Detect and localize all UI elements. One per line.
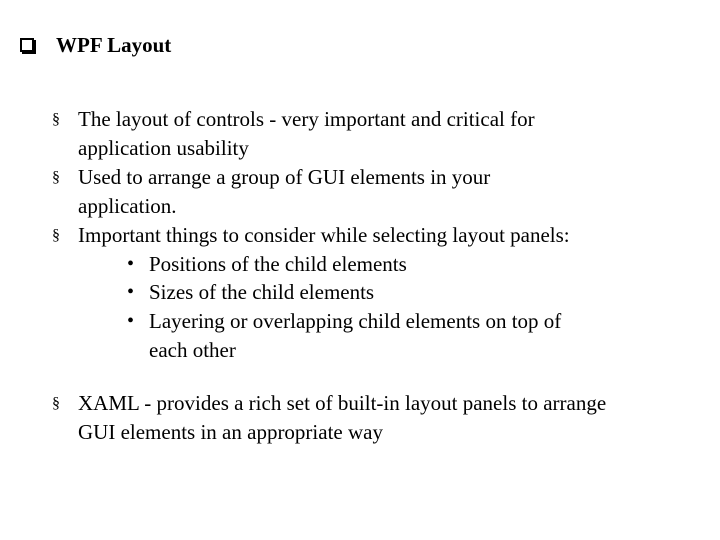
sub-bullet-text: Sizes of the child elements xyxy=(149,280,375,304)
section-marker: § xyxy=(52,111,60,128)
section-marker: § xyxy=(52,227,60,244)
sub-bullet-text: each other xyxy=(149,338,236,362)
sub-bullet-text: Layering or overlapping child elements on top of xyxy=(149,309,562,333)
section-marker: § xyxy=(52,169,60,186)
section-marker: § xyxy=(52,395,60,412)
checkbox-icon xyxy=(20,38,34,52)
dot-marker: • xyxy=(127,310,135,332)
slide-heading xyxy=(20,31,171,59)
bullet-text: The layout of controls - very important and critical for xyxy=(78,107,535,131)
sub-bullet-text: Positions of the child elements xyxy=(149,252,407,276)
slide-title: WPF Layout xyxy=(56,32,172,57)
bullet-text: XAML - provides a rich set of built-in layout panels to arrange xyxy=(78,391,607,415)
dot-marker: • xyxy=(127,253,135,275)
bullet-text: GUI elements in an appropriate way xyxy=(78,420,383,444)
bullet-text: Important things to consider while selecting layout panels: xyxy=(78,223,570,247)
bullet-text: application. xyxy=(78,194,177,218)
bullet-text: application usability xyxy=(78,136,249,160)
dot-marker: • xyxy=(127,281,135,303)
bullet-text: Used to arrange a group of GUI elements in your xyxy=(78,165,491,189)
